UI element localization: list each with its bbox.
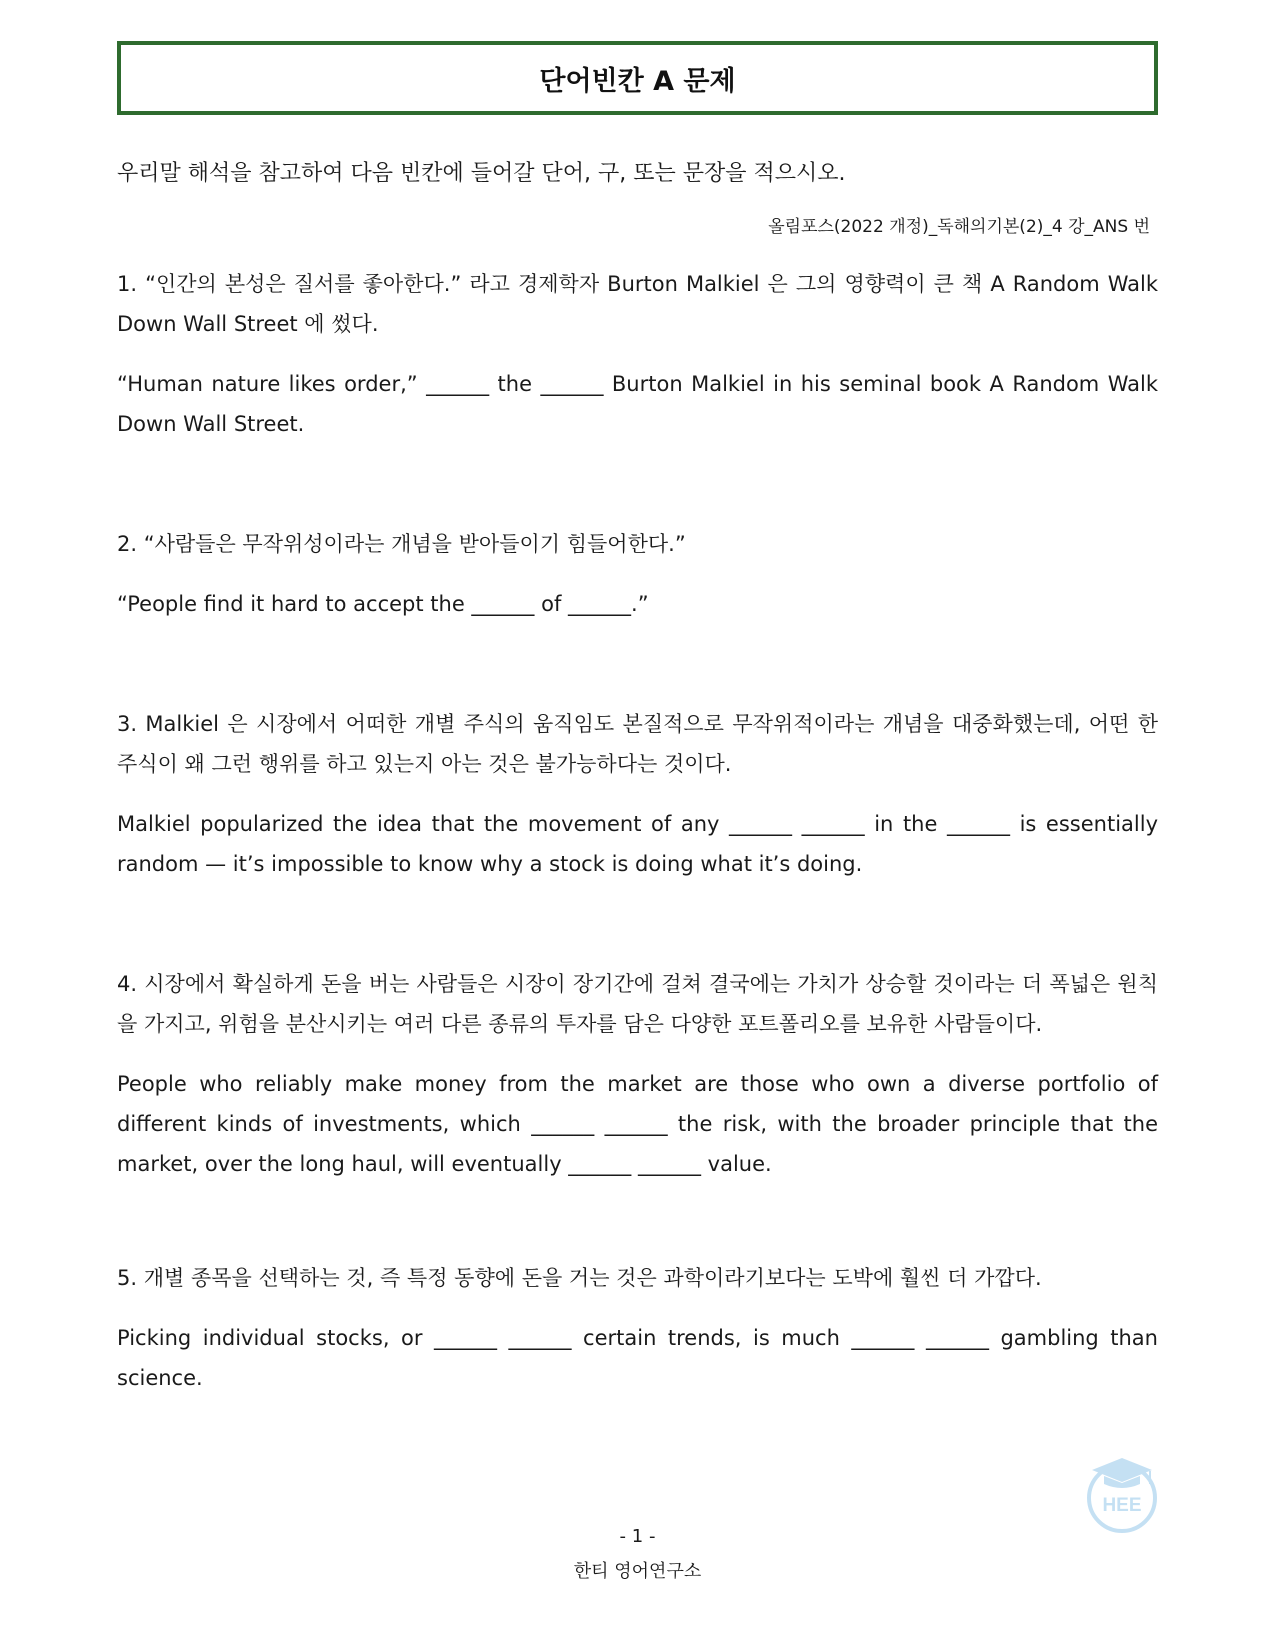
page-number: - 1 -	[619, 1526, 656, 1547]
worksheet-page	[117, 41, 1158, 1398]
source-reference: 올림포스(2022 개정)_독해의기본(2)_4 강_ANS 번	[768, 217, 1150, 237]
question-5-english: Picking individual stocks, or ______ ______ certain trends, is much ______ ______ gambling than science.	[117, 1326, 1158, 1390]
hee-logo	[1082, 1454, 1162, 1534]
footer-label: 한티 영어연구소	[573, 1561, 702, 1582]
question-1-korean: 1. “인간의 본성은 질서를 좋아한다.” 라고 경제학자 Burton Malkiel 은 그의 영향력이 큰 책 A Random Walk Down Wall Street 에 썼다.	[117, 272, 1158, 336]
question-4	[117, 964, 1158, 1184]
question-4-korean: 4. 시장에서 확실하게 돈을 버는 사람들은 시장이 장기간에 걸쳐 결국에는 가치가 상승할 것이라는 더 폭넓은 원칙을 가지고, 위험을 분산시키는 여러 다른 종류의 투자를 담은 다양한 포트폴리오를 보유한 사람들이다.	[117, 972, 1158, 1036]
title-box	[117, 41, 1158, 115]
question-5-korean: 5. 개별 종목을 선택하는 것, 즉 특정 동향에 돈을 거는 것은 과학이라기보다는 도박에 훨씬 더 가깝다.	[117, 1266, 1042, 1290]
instruction-text: 우리말 해석을 참고하여 다음 빈칸에 들어갈 단어, 구, 또는 문장을 적으시오.	[117, 161, 846, 186]
question-2	[117, 524, 1158, 624]
question-5	[117, 1258, 1158, 1398]
question-1	[117, 264, 1158, 444]
question-4-english: People who reliably make money from the market are those who own a diverse portfolio of different kinds of investments, which ______ ______ the risk, with the broader principle that the market, over the long haul, will eventually ______ ______ value.	[117, 1072, 1158, 1176]
graduation-cap-icon	[1092, 1458, 1152, 1488]
question-2-english: “People find it hard to accept the ______ of ______.”	[117, 592, 649, 616]
question-3	[117, 704, 1158, 884]
question-2-korean: 2. “사람들은 무작위성이라는 개념을 받아들이기 힘들어한다.”	[117, 532, 686, 556]
question-3-korean: 3. Malkiel 은 시장에서 어떠한 개별 주식의 움직임도 본질적으로 무작위적이라는 개념을 대중화했는데, 어떤 한 주식이 왜 그런 행위를 하고 있는지 아는 것은 불가능하다는 것이다.	[117, 712, 1158, 776]
question-3-english: Malkiel popularized the idea that the movement of any ______ ______ in the ______ is essentially random — it’s impossible to know why a stock is doing what it’s doing.	[117, 812, 1158, 876]
logo-text: HEE	[1102, 1495, 1142, 1516]
question-1-english: “Human nature likes order,” ______ the ______ Burton Malkiel in his seminal book A Random Walk Down Wall Street.	[117, 372, 1158, 436]
page-title: 단어빈칸 A 문제	[539, 65, 736, 97]
